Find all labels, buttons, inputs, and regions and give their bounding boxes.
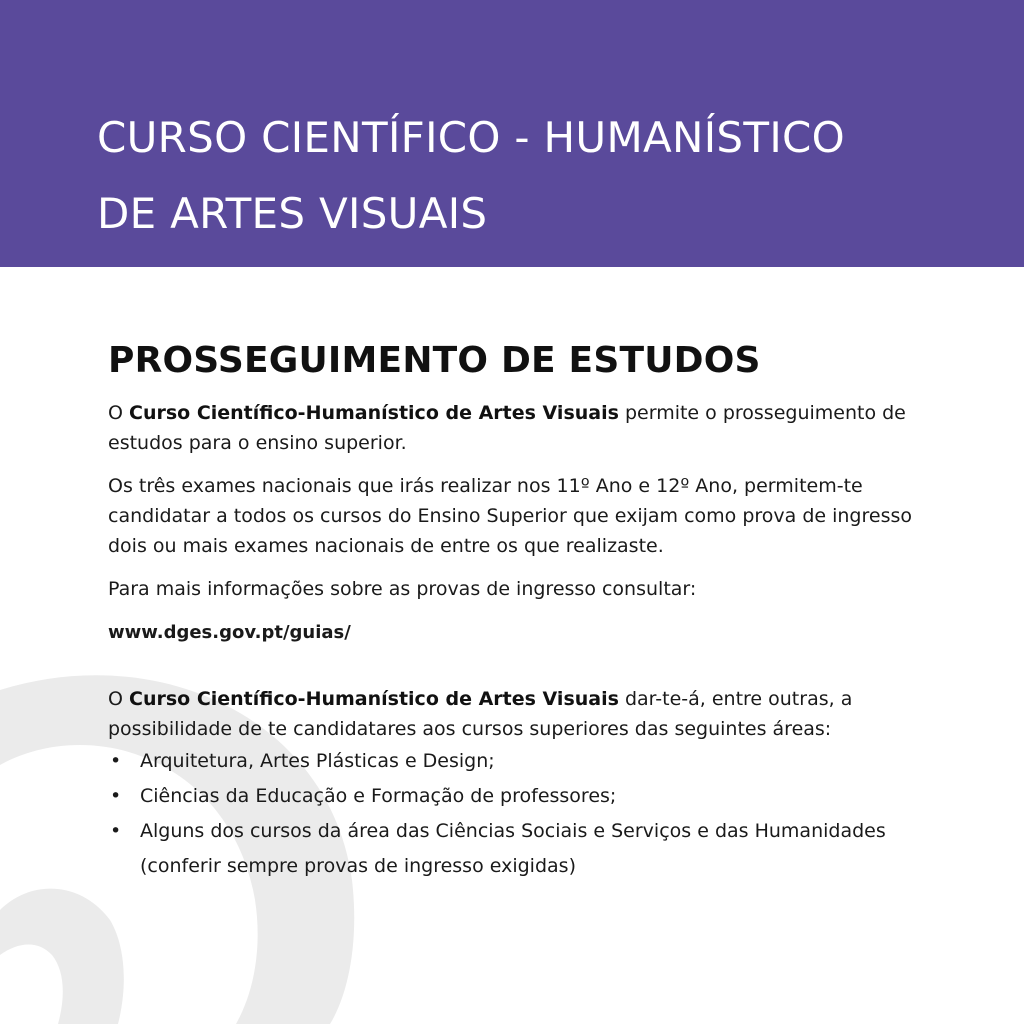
- page-title-line-2: DE ARTES VISUAIS: [97, 189, 488, 238]
- guide-url-link[interactable]: www.dges.gov.pt/guias/: [108, 622, 351, 643]
- bullet-icon: •: [110, 820, 122, 842]
- list-item-text: Arquitetura, Artes Plásticas e Design;: [140, 750, 495, 772]
- list-item: [108, 779, 928, 814]
- intro-paragraph: [108, 398, 928, 458]
- info-paragraph: Para mais informações sobre as provas de ingresso consultar:: [108, 578, 697, 600]
- bullet-icon: •: [110, 785, 122, 807]
- course-name-bold-2: Curso Científico-Humanístico de Artes Visuais: [129, 688, 619, 710]
- section-title: PROSSEGUIMENTO DE ESTUDOS: [108, 340, 761, 381]
- header-banner: [0, 0, 1024, 267]
- course-name-bold: Curso Científico-Humanístico de Artes Visuais: [129, 402, 619, 424]
- list-item: [108, 814, 928, 884]
- intro-rest: permite o prosseguimento de estudos para o ensino superior.: [108, 402, 906, 454]
- page-title-line-1: CURSO CIENTÍFICO - HUMANÍSTICO: [97, 113, 845, 162]
- list-item-text: Ciências da Educação e Formação de professores;: [140, 785, 617, 807]
- bullet-icon: •: [110, 750, 122, 772]
- list-item: [108, 744, 928, 779]
- list-item-text: Alguns dos cursos da área das Ciências Sociais e Serviços e das Humanidades (conferir sempre provas de ingresso exigidas): [140, 820, 886, 877]
- areas-intro-paragraph: [108, 684, 928, 744]
- intro-prefix: O: [108, 402, 129, 424]
- areas-rest: dar-te-á, entre outras, a possibilidade de te candidatares aos cursos superiores das seguintes áreas:: [108, 688, 853, 740]
- main-content: [108, 336, 928, 884]
- exams-paragraph: Os três exames nacionais que irás realizar nos 11º Ano e 12º Ano, permitem-te candidatar a todos os cursos do Ensino Superior que exijam como prova de ingresso dois ou mais exames nacionais de entre os que realizaste.: [108, 475, 913, 557]
- areas-list: [108, 744, 928, 884]
- page-title: [97, 100, 997, 252]
- areas-prefix: O: [108, 688, 129, 710]
